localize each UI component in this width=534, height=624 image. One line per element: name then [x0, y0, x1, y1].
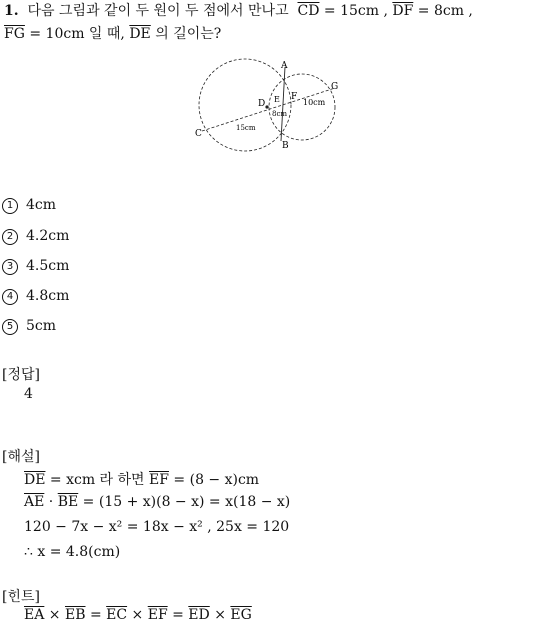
question-text: 다음 그림과 같이 두 원이 두 점에서 만나고: [27, 3, 289, 19]
answer-value: 4: [24, 386, 33, 402]
solution-text: = xcm 라 하면: [49, 472, 145, 488]
option-text: 4.2cm: [26, 228, 70, 244]
option-number: 1: [2, 198, 18, 214]
times-operator: ×: [48, 607, 61, 623]
segment-df: $\overline{DF}$: [392, 3, 414, 19]
label-c: C: [195, 129, 202, 139]
label-f: F: [291, 92, 298, 102]
option-text: 4.5cm: [26, 258, 70, 274]
fg-length: = 10cm 일 때,: [29, 26, 125, 42]
segment-cd: $\overline{CD}$: [297, 3, 320, 19]
question-number: 1.: [4, 3, 19, 19]
point-d: [265, 105, 268, 108]
question-ending: 의 길이는?: [155, 26, 222, 42]
times-operator: ×: [131, 607, 144, 623]
solution-text: = (8 − x)cm: [173, 472, 260, 488]
segment-ef: $\overline{EF}$: [149, 472, 169, 488]
option-3[interactable]: [2, 258, 69, 275]
option-number: 3: [2, 259, 18, 275]
label-a: A: [281, 61, 288, 71]
hint-heading: [힌트]: [2, 589, 40, 605]
df-length: = 8cm ,: [417, 3, 473, 19]
segment-de: $\overline{DE}$: [24, 472, 46, 488]
solution-heading: [해설]: [2, 449, 40, 465]
option-number: 2: [2, 229, 18, 245]
option-text: 5cm: [26, 318, 57, 334]
solution-text: = (15 + x)(8 − x) = x(18 − x): [82, 494, 291, 510]
option-5[interactable]: [2, 318, 56, 335]
secant-cg: [202, 88, 335, 131]
segment-eg: $\overline{EG}$: [230, 607, 252, 623]
equals-operator: =: [172, 607, 184, 623]
segment-be: $\overline{BE}$: [57, 494, 79, 510]
hint-line: [24, 607, 252, 623]
label-e: E: [274, 95, 280, 104]
option-1[interactable]: [2, 197, 56, 214]
segment-ea: $\overline{EA}$: [24, 607, 45, 623]
option-text: 4cm: [26, 197, 57, 213]
segment-fg: $\overline{FG}$: [4, 26, 25, 42]
solution-line-2: [24, 494, 290, 510]
label-fg-length: 10cm: [303, 98, 326, 107]
label-d: D: [258, 99, 266, 109]
cd-length: = 15cm ,: [323, 3, 388, 19]
option-text: 4.8cm: [26, 288, 70, 304]
option-4[interactable]: [2, 288, 69, 305]
answer-heading: [정답]: [2, 367, 40, 383]
option-2[interactable]: [2, 228, 69, 245]
segment-eb: $\overline{EB}$: [64, 607, 86, 623]
label-b: B: [282, 141, 289, 151]
segment-de: $\overline{DE}$: [129, 26, 151, 42]
solution-line-3: 120 − 7x − x² = 18x − x² , 25x = 120: [24, 519, 290, 535]
segment-ae: $\overline{AE}$: [24, 494, 45, 510]
left-circle: [199, 59, 291, 151]
equals-operator: =: [89, 607, 102, 623]
right-circle: [269, 74, 335, 140]
times-operator: ×: [214, 607, 226, 623]
segment-ed: $\overline{ED}$: [188, 607, 210, 623]
label-df-length: 8cm: [272, 110, 288, 118]
solution-line-4: ∴ x = 4.8(cm): [24, 544, 121, 560]
question-line-2: [4, 24, 221, 44]
option-number: 5: [2, 319, 18, 335]
question-line-1: [4, 1, 473, 21]
solution-line-1: [24, 469, 259, 489]
geometry-figure: [190, 55, 350, 160]
segment-ec: $\overline{EC}$: [106, 607, 128, 623]
label-cd-length: 15cm: [236, 124, 256, 132]
dot-operator: ·: [48, 494, 54, 510]
segment-ef: $\overline{EF}$: [147, 607, 168, 623]
option-number: 4: [2, 289, 18, 305]
label-g: G: [331, 82, 339, 92]
